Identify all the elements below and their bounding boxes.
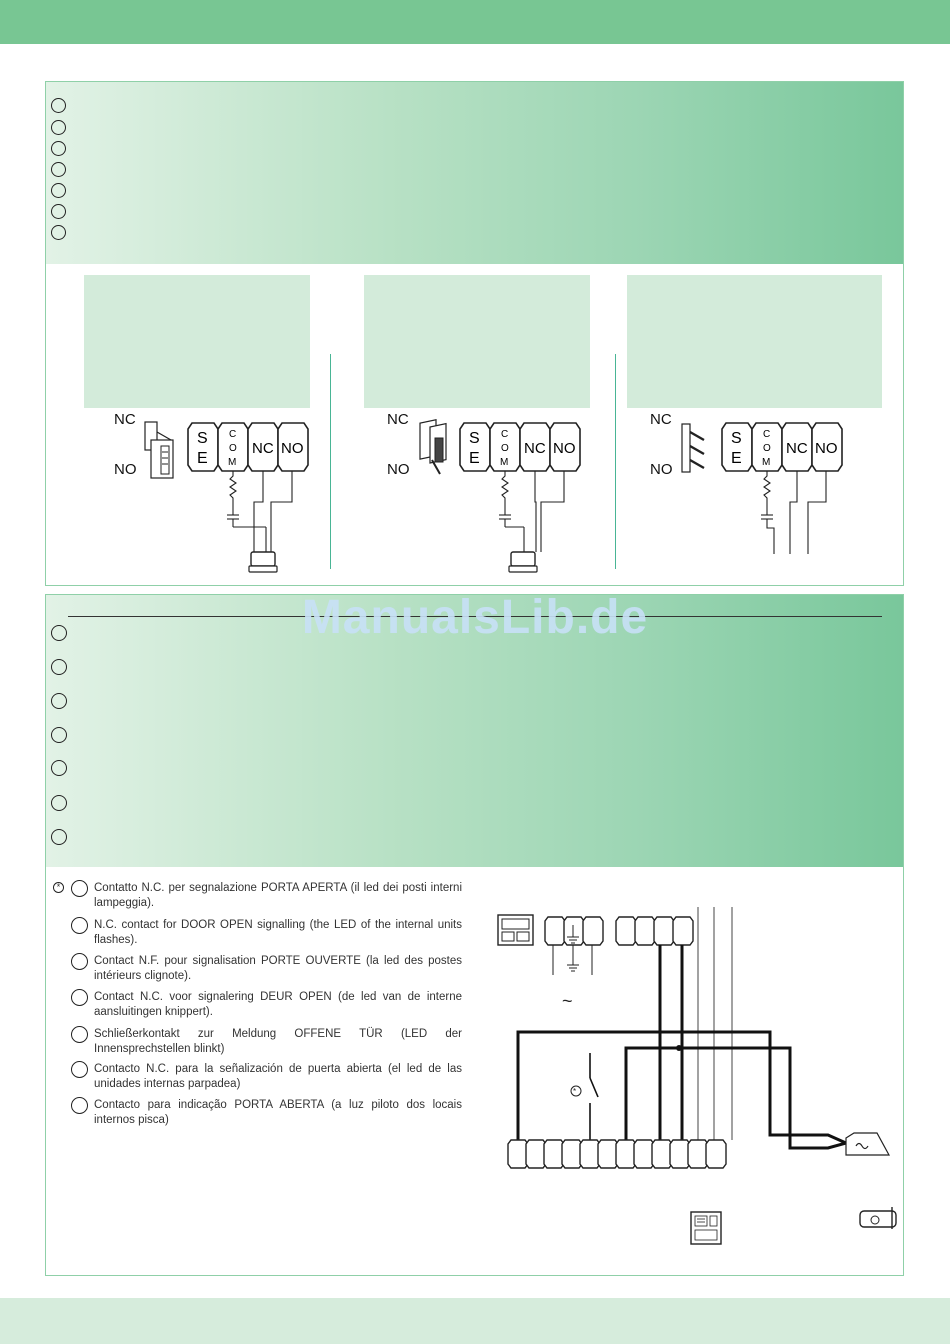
terminal-no: NO [281,440,304,457]
description-text: Contact N.C. voor signalering DEUR OPEN (de led van de interne aansluitingen knippert). [94,991,462,1018]
nc-label: NC [650,411,672,428]
photocell-sensor-icon [420,420,446,474]
ac-symbol: ~ [562,991,573,1011]
bottom-terminal-block [508,1140,726,1168]
top-terminal-block-left [545,917,603,945]
terminal-s: S [197,430,208,447]
terminal-m: M [762,457,771,468]
door-lock-icon [846,1133,889,1155]
terminal-o: O [501,443,509,454]
terminal-nc: NC [252,440,274,457]
description-text: Contact N.F. pour signalisation PORTE OUVERTE (la led des postes intérieurs clignote). [94,955,462,982]
svg-text:*: * [573,1087,577,1096]
terminal-c: C [501,429,509,440]
door-contact-wiring-diagram [46,595,903,1275]
terminal-c: C [763,429,771,440]
terminal-e: E [731,450,742,467]
no-label: NO [387,461,410,478]
nc-label: NC [387,411,409,428]
watermark: ManualsLib.de [301,591,649,644]
description-text: Contatto N.C. per segnalazione PORTA APERTA (il led dei posti interni lampeggia). [94,882,462,909]
description-text: Contacto N.C. para la señalización de puerta abierta (el led de las unidades internas parpadea) [94,1063,462,1090]
monitor-icon [509,552,537,572]
terminal-e: E [469,450,480,467]
terminal-e: E [197,450,208,467]
description-text: Contacto para indicação PORTA ABERTA (a luz piloto dos locais internos pisca) [94,1099,462,1126]
top-terminal-block-right [616,917,693,945]
push-button-icon [682,424,704,472]
power-supply-icon [498,915,533,945]
terminal-s: S [469,430,480,447]
door-contact-panel [45,594,904,1276]
entry-panel-icon [691,1212,721,1244]
terminal-nc: NC [786,440,808,457]
terminal-m: M [500,457,509,468]
no-label: NO [114,461,137,478]
terminal-o: O [229,443,237,454]
footer-bar [0,1298,950,1344]
sensor-wiring-diagrams [46,82,903,585]
monitor-icon [249,552,277,572]
description-text: N.C. contact for DOOR OPEN signalling (the LED of the internal units flashes). [94,919,462,946]
terminal-nc: NC [524,440,546,457]
terminal-m: M [228,457,237,468]
header-bar [0,0,950,44]
nc-label: NC [114,411,136,428]
terminal-c: C [229,429,237,440]
sensor-panel [45,81,904,586]
terminal-no: NO [553,440,576,457]
terminal-no: NO [815,440,838,457]
internal-unit-icon [860,1207,896,1229]
terminal-s: S [731,430,742,447]
magnetic-sensor-icon [145,422,173,478]
door-contact-switch [590,1053,598,1140]
description-text: Schließerkontakt zur Meldung OFFENE TÜR (LED der Innensprechstellen blinkt) [94,1028,462,1055]
no-label: NO [650,461,673,478]
terminal-o: O [763,443,771,454]
asterisk-marker-icon: * [53,882,64,893]
